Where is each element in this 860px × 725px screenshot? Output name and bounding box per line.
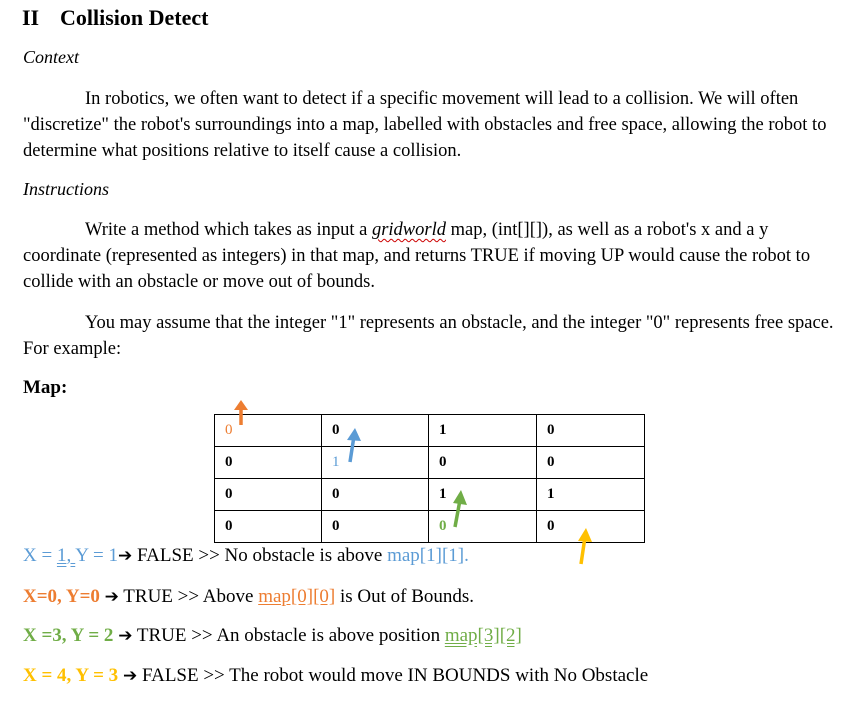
section-title: Collision Detect xyxy=(60,5,209,30)
example-3 xyxy=(23,625,522,647)
map-label: Map: xyxy=(23,377,68,398)
instructions-text-start: Write a method which takes as input a xyxy=(85,220,372,240)
section-number: II xyxy=(22,5,40,30)
map-row xyxy=(215,511,645,543)
gridworld-term: gridworld xyxy=(371,220,446,240)
example-result: TRUE >> Above xyxy=(118,586,259,607)
map-cell-value: 0 xyxy=(225,486,233,502)
instructions-paragraph-1 xyxy=(23,217,838,295)
map-cell-value: 0 xyxy=(225,454,233,470)
map-cell-value: 0 xyxy=(332,422,340,438)
map-cell-value: 0 xyxy=(332,518,340,534)
map-cell xyxy=(537,415,645,447)
map-cell-value: 0 xyxy=(547,454,555,470)
example-result: FALSE >> No obstacle is above xyxy=(136,545,388,566)
map-cell xyxy=(215,447,322,479)
map-cell-value: 1 xyxy=(547,486,555,502)
instructions-note: You may assume that the integer "1" represents an obstacle, and the integer "0" represents free space. For example: xyxy=(23,313,834,359)
map-cell-value: 0 xyxy=(225,518,233,534)
map-row xyxy=(215,447,645,479)
example-coords-x: X = xyxy=(23,545,57,566)
example-map-ref: map[3][2] xyxy=(444,625,522,646)
example-map-ref: map[1][1]. xyxy=(387,545,469,566)
map-cell-value: 0 xyxy=(547,518,555,534)
map-cell xyxy=(322,447,429,479)
example-coords: X =3, Y = 2 xyxy=(23,625,114,646)
map-cell-value: 0 xyxy=(225,422,233,438)
map-row xyxy=(215,415,645,447)
example-coords-x-value: 1 xyxy=(56,545,67,566)
map-cell xyxy=(322,511,429,543)
instructions-text-end: map, (int[][]), as well as a robot's x and a y coordinate (represented as integers) in that map, and returns TRUE if moving UP would cause the robot to collide with an obstacle or move out of bounds. xyxy=(23,220,811,292)
map-cell-value: 1 xyxy=(332,454,340,470)
map-cell-value: 0 xyxy=(547,422,555,438)
right-arrow-icon: ➔ xyxy=(122,666,138,686)
context-heading: Context xyxy=(23,47,79,67)
map-cell xyxy=(322,415,429,447)
map-cell xyxy=(429,415,537,447)
right-arrow-icon: ➔ xyxy=(117,546,133,566)
instructions-heading: Instructions xyxy=(23,179,110,199)
map-grid xyxy=(214,414,645,543)
example-result: FALSE >> The robot would move IN BOUNDS with No Obstacle xyxy=(137,665,649,686)
example-coords: X=0, Y=0 xyxy=(23,586,100,607)
map-cell xyxy=(429,479,537,511)
map-cell xyxy=(215,415,322,447)
map-cell xyxy=(215,479,322,511)
example-result: TRUE >> An obstacle is above position xyxy=(132,625,445,646)
example-tail: is Out of Bounds. xyxy=(335,586,475,607)
map-cell xyxy=(429,447,537,479)
map-cell xyxy=(537,479,645,511)
right-arrow-icon: ➔ xyxy=(104,587,119,607)
example-coords: X = 4, Y = 3 xyxy=(23,665,119,686)
map-cell-value: 1 xyxy=(439,486,447,502)
map-cell-value: 0 xyxy=(332,486,340,502)
example-2 xyxy=(23,586,474,608)
context-text: In robotics, we often want to detect if a specific movement will lead to a collision. We will often "discretize" the robot's surroundings into a map, labelled with obstacles and free space, allowing the robot to determine what positions relative to itself cause a collision. xyxy=(23,89,827,161)
map-cell xyxy=(537,511,645,543)
map-cell xyxy=(429,511,537,543)
map-row xyxy=(215,479,645,511)
map-cell-value: 1 xyxy=(439,422,447,438)
section-heading xyxy=(22,5,208,31)
example-1 xyxy=(23,545,469,567)
map-cell xyxy=(537,447,645,479)
example-coords-y: Y = 1 xyxy=(75,545,118,566)
right-arrow-icon: ➔ xyxy=(118,626,133,646)
map-cell xyxy=(215,511,322,543)
example-4 xyxy=(23,665,648,687)
example-map-ref: map[0][0] xyxy=(258,586,336,607)
instructions-paragraph-2 xyxy=(23,310,838,362)
map-cell-value: 0 xyxy=(439,518,447,534)
map-cell xyxy=(322,479,429,511)
context-paragraph xyxy=(23,86,838,164)
map-cell-value: 0 xyxy=(439,454,447,470)
example-coords-sep: , xyxy=(66,545,76,566)
